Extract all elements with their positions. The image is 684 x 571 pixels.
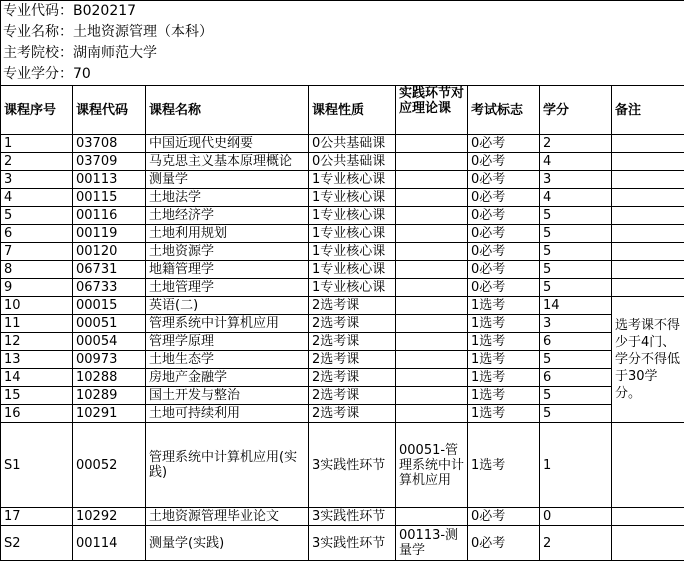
- cell-name: 土地管理学: [146, 279, 309, 297]
- cell-type: 0公共基础课: [309, 153, 396, 171]
- cell-name: 土地资源学: [146, 243, 309, 261]
- cell-theory: [396, 207, 468, 225]
- major-code: 专业代码：B020217: [1, 1, 684, 23]
- cell-name: 管理学原理: [146, 333, 309, 351]
- school: 主考院校：湖南师范大学: [1, 43, 684, 64]
- cell-credit: 5: [540, 279, 612, 297]
- cell-code: 00120: [73, 243, 146, 261]
- cell-credit: 5: [540, 225, 612, 243]
- cell-code: 10288: [73, 369, 146, 387]
- table-header: [1, 86, 684, 135]
- cell-exam: 0必考: [468, 171, 540, 189]
- cell-name: 测量学: [146, 171, 309, 189]
- cell-credit: 5: [540, 351, 612, 369]
- elective-note: 选考课不得少于4门、学分不得低于30学分。: [612, 297, 684, 423]
- cell-exam: 0必考: [468, 225, 540, 243]
- cell-note: [612, 526, 684, 561]
- table-row: [1, 369, 684, 387]
- cell-note: [612, 171, 684, 189]
- cell-credit: 3: [540, 315, 612, 333]
- cell-no: 12: [1, 333, 73, 351]
- cell-exam: 1选考: [468, 423, 540, 508]
- cell-type: 2选考课: [309, 315, 396, 333]
- table-row: [1, 333, 684, 351]
- cell-theory: [396, 387, 468, 405]
- table-row: [1, 526, 684, 561]
- table-row: [1, 423, 684, 508]
- cell-credit: 5: [540, 405, 612, 423]
- cell-exam: 0必考: [468, 243, 540, 261]
- table-row: [1, 387, 684, 405]
- cell-note: [612, 225, 684, 243]
- cell-type: 2选考课: [309, 333, 396, 351]
- cell-note: [612, 261, 684, 279]
- cell-code: 03708: [73, 135, 146, 153]
- cell-no: 4: [1, 189, 73, 207]
- cell-credit: 5: [540, 261, 612, 279]
- cell-exam: 0必考: [468, 261, 540, 279]
- cell-code: 00116: [73, 207, 146, 225]
- cell-name: 测量学(实践): [146, 526, 309, 561]
- cell-type: 3实践性环节: [309, 423, 396, 508]
- cell-name: 马克思主义基本原理概论: [146, 153, 309, 171]
- cell-theory: [396, 315, 468, 333]
- cell-theory: [396, 153, 468, 171]
- cell-credit: 1: [540, 423, 612, 508]
- cell-code: 00115: [73, 189, 146, 207]
- table-row: [1, 189, 684, 207]
- cell-no: 11: [1, 315, 73, 333]
- cell-exam: 0必考: [468, 207, 540, 225]
- cell-exam: 1选考: [468, 405, 540, 423]
- header-credit: 学分: [540, 86, 612, 135]
- table-row: [1, 315, 684, 333]
- cell-no: 5: [1, 207, 73, 225]
- table-row: [1, 171, 684, 189]
- cell-type: 2选考课: [309, 405, 396, 423]
- cell-name: 国土开发与整治: [146, 387, 309, 405]
- cell-theory: [396, 171, 468, 189]
- cell-note: [612, 508, 684, 526]
- cell-exam: 0必考: [468, 526, 540, 561]
- cell-code: 00051: [73, 315, 146, 333]
- cell-code: 10292: [73, 508, 146, 526]
- cell-type: 1专业核心课: [309, 261, 396, 279]
- header-exam: 考试标志: [468, 86, 540, 135]
- cell-credit: 3: [540, 171, 612, 189]
- cell-exam: 1选考: [468, 369, 540, 387]
- cell-theory: [396, 351, 468, 369]
- cell-exam: 1选考: [468, 297, 540, 315]
- cell-code: 00113: [73, 171, 146, 189]
- cell-type: 3实践性环节: [309, 526, 396, 561]
- cell-type: 2选考课: [309, 387, 396, 405]
- cell-note: [612, 243, 684, 261]
- cell-name: 土地可持续利用: [146, 405, 309, 423]
- cell-code: 00054: [73, 333, 146, 351]
- cell-type: 3实践性环节: [309, 508, 396, 526]
- cell-theory: [396, 297, 468, 315]
- cell-theory: [396, 279, 468, 297]
- cell-exam: 0必考: [468, 279, 540, 297]
- cell-theory: 00113-测量学: [396, 526, 468, 561]
- cell-credit: 6: [540, 369, 612, 387]
- cell-exam: 1选考: [468, 315, 540, 333]
- cell-no: 17: [1, 508, 73, 526]
- cell-theory: [396, 333, 468, 351]
- cell-type: 2选考课: [309, 297, 396, 315]
- info-row-school: [1, 43, 684, 64]
- header-name: 课程名称: [146, 86, 309, 135]
- cell-theory: [396, 243, 468, 261]
- cell-name: 管理系统中计算机应用(实践): [146, 423, 309, 508]
- cell-code: 06733: [73, 279, 146, 297]
- cell-code: 10289: [73, 387, 146, 405]
- cell-code: 00052: [73, 423, 146, 508]
- cell-note: [612, 423, 684, 508]
- cell-theory: 00051-管理系统中计算机应用: [396, 423, 468, 508]
- cell-name: 土地生态学: [146, 351, 309, 369]
- cell-no: 10: [1, 297, 73, 315]
- cell-code: 10291: [73, 405, 146, 423]
- cell-type: 1专业核心课: [309, 243, 396, 261]
- table-row: [1, 261, 684, 279]
- cell-credit: 4: [540, 153, 612, 171]
- cell-exam: 0必考: [468, 153, 540, 171]
- table-row: [1, 207, 684, 225]
- cell-no: 7: [1, 243, 73, 261]
- header-code: 课程代码: [73, 86, 146, 135]
- cell-name: 管理系统中计算机应用: [146, 315, 309, 333]
- cell-exam: 0必考: [468, 508, 540, 526]
- cell-theory: [396, 189, 468, 207]
- cell-no: 8: [1, 261, 73, 279]
- cell-note: [612, 279, 684, 297]
- cell-theory: [396, 135, 468, 153]
- table-row: [1, 135, 684, 153]
- cell-exam: 1选考: [468, 387, 540, 405]
- cell-no: 1: [1, 135, 73, 153]
- cell-name: 土地利用规划: [146, 225, 309, 243]
- info-row-major-code: [1, 1, 684, 23]
- cell-code: 00119: [73, 225, 146, 243]
- info-row-credits: [1, 64, 684, 86]
- info-row-major-name: [1, 22, 684, 43]
- cell-note: [612, 189, 684, 207]
- table-row: [1, 243, 684, 261]
- cell-theory: [396, 225, 468, 243]
- table-row: [1, 297, 684, 315]
- cell-code: 00114: [73, 526, 146, 561]
- cell-name: 中国近现代史纲要: [146, 135, 309, 153]
- table-row: [1, 225, 684, 243]
- cell-code: 00015: [73, 297, 146, 315]
- cell-no: 6: [1, 225, 73, 243]
- table-row: [1, 153, 684, 171]
- cell-name: 土地资源管理毕业论文: [146, 508, 309, 526]
- cell-no: 3: [1, 171, 73, 189]
- table-row: [1, 351, 684, 369]
- cell-note: [612, 153, 684, 171]
- table-row: [1, 279, 684, 297]
- cell-no: 13: [1, 351, 73, 369]
- cell-type: 1专业核心课: [309, 171, 396, 189]
- cell-no: 9: [1, 279, 73, 297]
- cell-type: 1专业核心课: [309, 189, 396, 207]
- cell-type: 1专业核心课: [309, 279, 396, 297]
- cell-type: 2选考课: [309, 351, 396, 369]
- cell-no: 15: [1, 387, 73, 405]
- cell-code: 03709: [73, 153, 146, 171]
- cell-no: S2: [1, 526, 73, 561]
- cell-type: 0公共基础课: [309, 135, 396, 153]
- cell-code: 06731: [73, 261, 146, 279]
- cell-no: 2: [1, 153, 73, 171]
- header-no: 课程序号: [1, 86, 73, 135]
- total-credits: 专业学分：70: [1, 64, 684, 86]
- cell-credit: 2: [540, 135, 612, 153]
- cell-credit: 5: [540, 387, 612, 405]
- header-note: 备注: [612, 86, 684, 135]
- table-row: [1, 405, 684, 423]
- header-theory: 实践环节对应理论课: [396, 86, 468, 135]
- cell-exam: 1选考: [468, 333, 540, 351]
- cell-note: [612, 207, 684, 225]
- cell-theory: [396, 508, 468, 526]
- cell-name: 英语(二): [146, 297, 309, 315]
- cell-theory: [396, 369, 468, 387]
- cell-type: 1专业核心课: [309, 225, 396, 243]
- cell-exam: 1选考: [468, 351, 540, 369]
- cell-credit: 0: [540, 508, 612, 526]
- cell-type: 1专业核心课: [309, 207, 396, 225]
- cell-exam: 0必考: [468, 135, 540, 153]
- cell-name: 土地经济学: [146, 207, 309, 225]
- cell-credit: 5: [540, 207, 612, 225]
- cell-name: 土地法学: [146, 189, 309, 207]
- cell-theory: [396, 261, 468, 279]
- cell-name: 房地产金融学: [146, 369, 309, 387]
- table-row: [1, 508, 684, 526]
- major-name: 专业名称：土地资源管理（本科）: [1, 22, 684, 43]
- cell-credit: 14: [540, 297, 612, 315]
- cell-credit: 5: [540, 243, 612, 261]
- cell-name: 地籍管理学: [146, 261, 309, 279]
- cell-no: S1: [1, 423, 73, 508]
- header-type: 课程性质: [309, 86, 396, 135]
- cell-type: 2选考课: [309, 369, 396, 387]
- cell-no: 14: [1, 369, 73, 387]
- cell-exam: 0必考: [468, 189, 540, 207]
- cell-credit: 2: [540, 526, 612, 561]
- cell-note: [612, 135, 684, 153]
- cell-code: 00973: [73, 351, 146, 369]
- cell-no: 16: [1, 405, 73, 423]
- cell-credit: 4: [540, 189, 612, 207]
- cell-theory: [396, 405, 468, 423]
- cell-credit: 6: [540, 333, 612, 351]
